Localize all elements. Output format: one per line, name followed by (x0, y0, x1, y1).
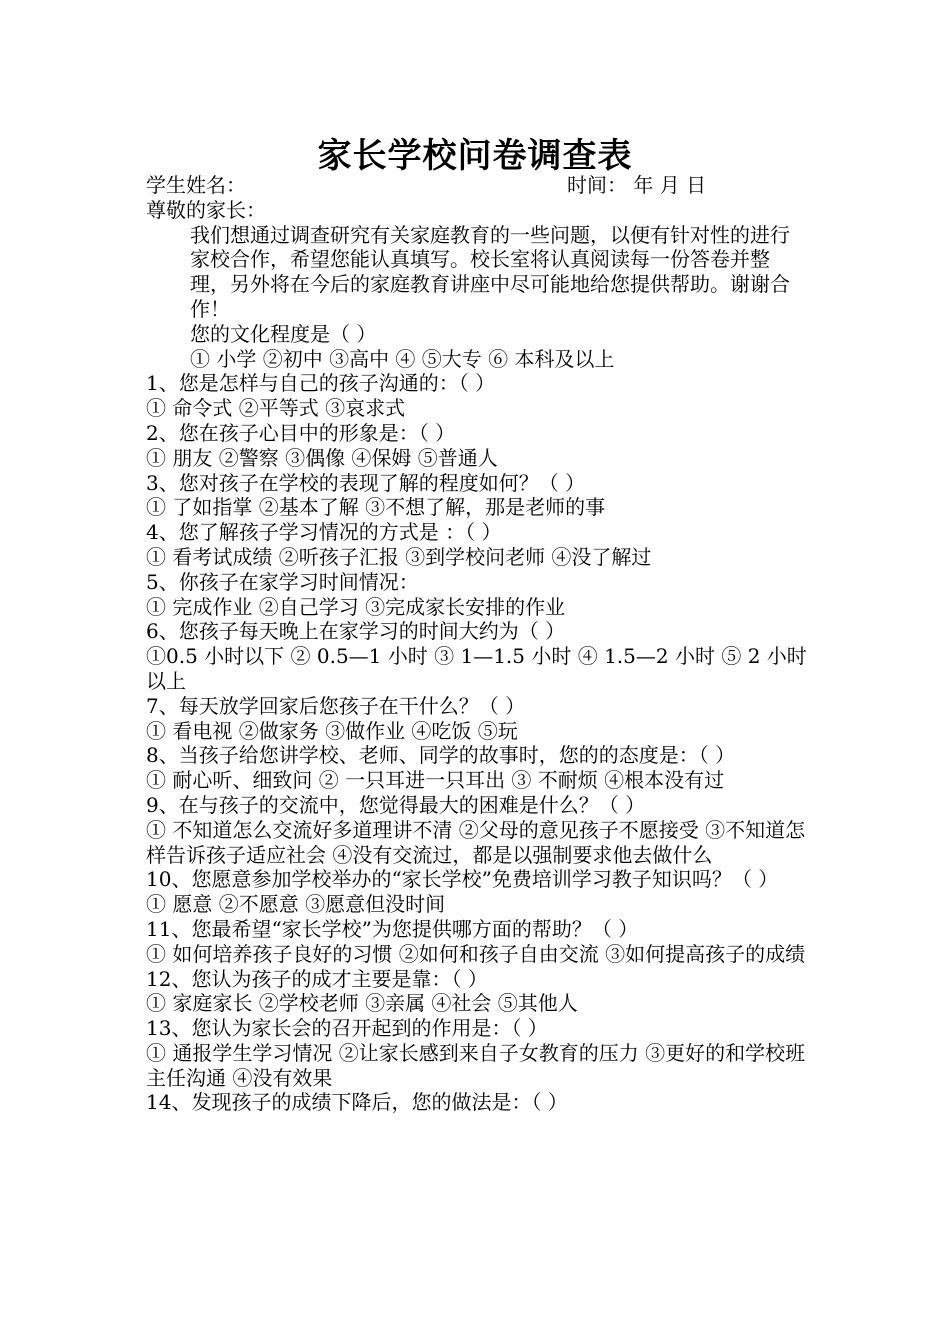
student-name-label: 学生姓名： (146, 173, 246, 197)
question-3-options: ① 了如指掌 ②基本了解 ③不想了解，那是老师的事 (146, 495, 606, 520)
page-title: 家长学校问卷调查表 (317, 136, 633, 176)
question-7: 7、每天放学回家后您孩子在干什么？（ ） (146, 693, 526, 718)
question-8-options: ① 耐心听、细致问 ② 一只耳进一只耳出 ③ 不耐烦 ④根本没有过 (146, 768, 725, 793)
intro-text: 我们想通过调查研究有关家庭教育的一些问题，以便有针对性的进行家校合作，希望您能认真填写。校长室将认真阅读每一份答卷并整理，另外将在今后的家庭教育讲座中尽可能地给您提供帮助。谢谢合作！ (190, 222, 790, 321)
question-14: 14、发现孩子的成绩下降后，您的做法是：（ ） (146, 1090, 568, 1115)
intro-paragraph (146, 223, 808, 322)
question-1-options: ① 命令式 ②平等式 ③哀求式 (146, 396, 406, 421)
question-2-options: ① 朋友 ②警察 ③偶像 ④保姆 ⑤普通人 (146, 445, 498, 470)
question-8: 8、当孩子给您讲学校、老师、同学的故事时，您的的态度是：（ ） (146, 743, 736, 768)
question-11: 11、您最希望“家长学校”为您提供哪方面的帮助？（ ） (146, 916, 639, 941)
greeting: 尊敬的家长： (146, 197, 266, 222)
question-10-options: ① 愿意 ②不愿意 ③愿意但没时间 (146, 892, 446, 917)
question-5: 5、你孩子在家学习时间情况： (146, 569, 419, 594)
education-options: ① 小学 ②初中 ③高中 ④ ⑤大专 ⑥ 本科及以上 (190, 346, 615, 371)
question-9-options: ① 不知道怎么交流好多道理讲不清 ②父母的意见孩子不愿接受 ③不知道怎样告诉孩子适应社会 ④没有交流过，都是以强制要求他去做什么 (146, 817, 806, 867)
question-3: 3、您对孩子在学校的表现了解的程度如何？（ ） (146, 470, 586, 495)
question-11-options: ① 如何培养孩子良好的习惯 ②如何和孩子自由交流 ③如何提高孩子的成绩 (146, 941, 806, 966)
question-13: 13、您认为家长会的召开起到的作用是：（ ） (146, 1016, 548, 1041)
question-5-options: ① 完成作业 ②自己学习 ③完成家长安排的作业 (146, 594, 566, 619)
question-9: 9、在与孩子的交流中，您觉得最大的困难是什么？（ ） (146, 792, 646, 817)
question-12: 12、您认为孩子的成才主要是靠：（ ） (146, 966, 488, 991)
question-2: 2、您在孩子心目中的形象是：（ ） (146, 420, 456, 445)
question-6-options: ①0.5 小时以下 ② 0.5—1 小时 ③ 1—1.5 小时 ④ 1.5—2 小时 ⑤ 2 小时以上 (146, 644, 807, 693)
question-13-options: ① 通报学生学习情况 ②让家长感到来自子女教育的压力 ③更好的和学校班主任沟通 ④没有效果 (146, 1040, 806, 1090)
survey-content (146, 173, 808, 1115)
time-label: 时间： 年 月 日 (567, 173, 707, 197)
question-1: 1、您是怎样与自己的孩子沟通的：（ ） (146, 371, 496, 396)
question-12-options: ① 家庭家长 ②学校老师 ③亲属 ④社会 ⑤其他人 (146, 991, 578, 1016)
question-list (146, 371, 808, 1115)
question-4-options: ① 看考试成绩 ②听孩子汇报 ③到学校问老师 ④没了解过 (146, 544, 652, 569)
question-7-options: ① 看电视 ②做家务 ③做作业 ④吃饭 ⑤玩 (146, 718, 518, 743)
question-6: 6、您孩子每天晚上在家学习的时间大约为（ ） (146, 619, 566, 644)
question-10: 10、您愿意参加学校举办的“家长学校”免费培训学习教子知识吗？（ ） (146, 867, 779, 892)
question-4: 4、您了解孩子学习情况的方式是 ：（ ） (146, 520, 502, 545)
education-question: 您的文化程度是（ ） (190, 321, 377, 346)
header-row (146, 173, 808, 198)
